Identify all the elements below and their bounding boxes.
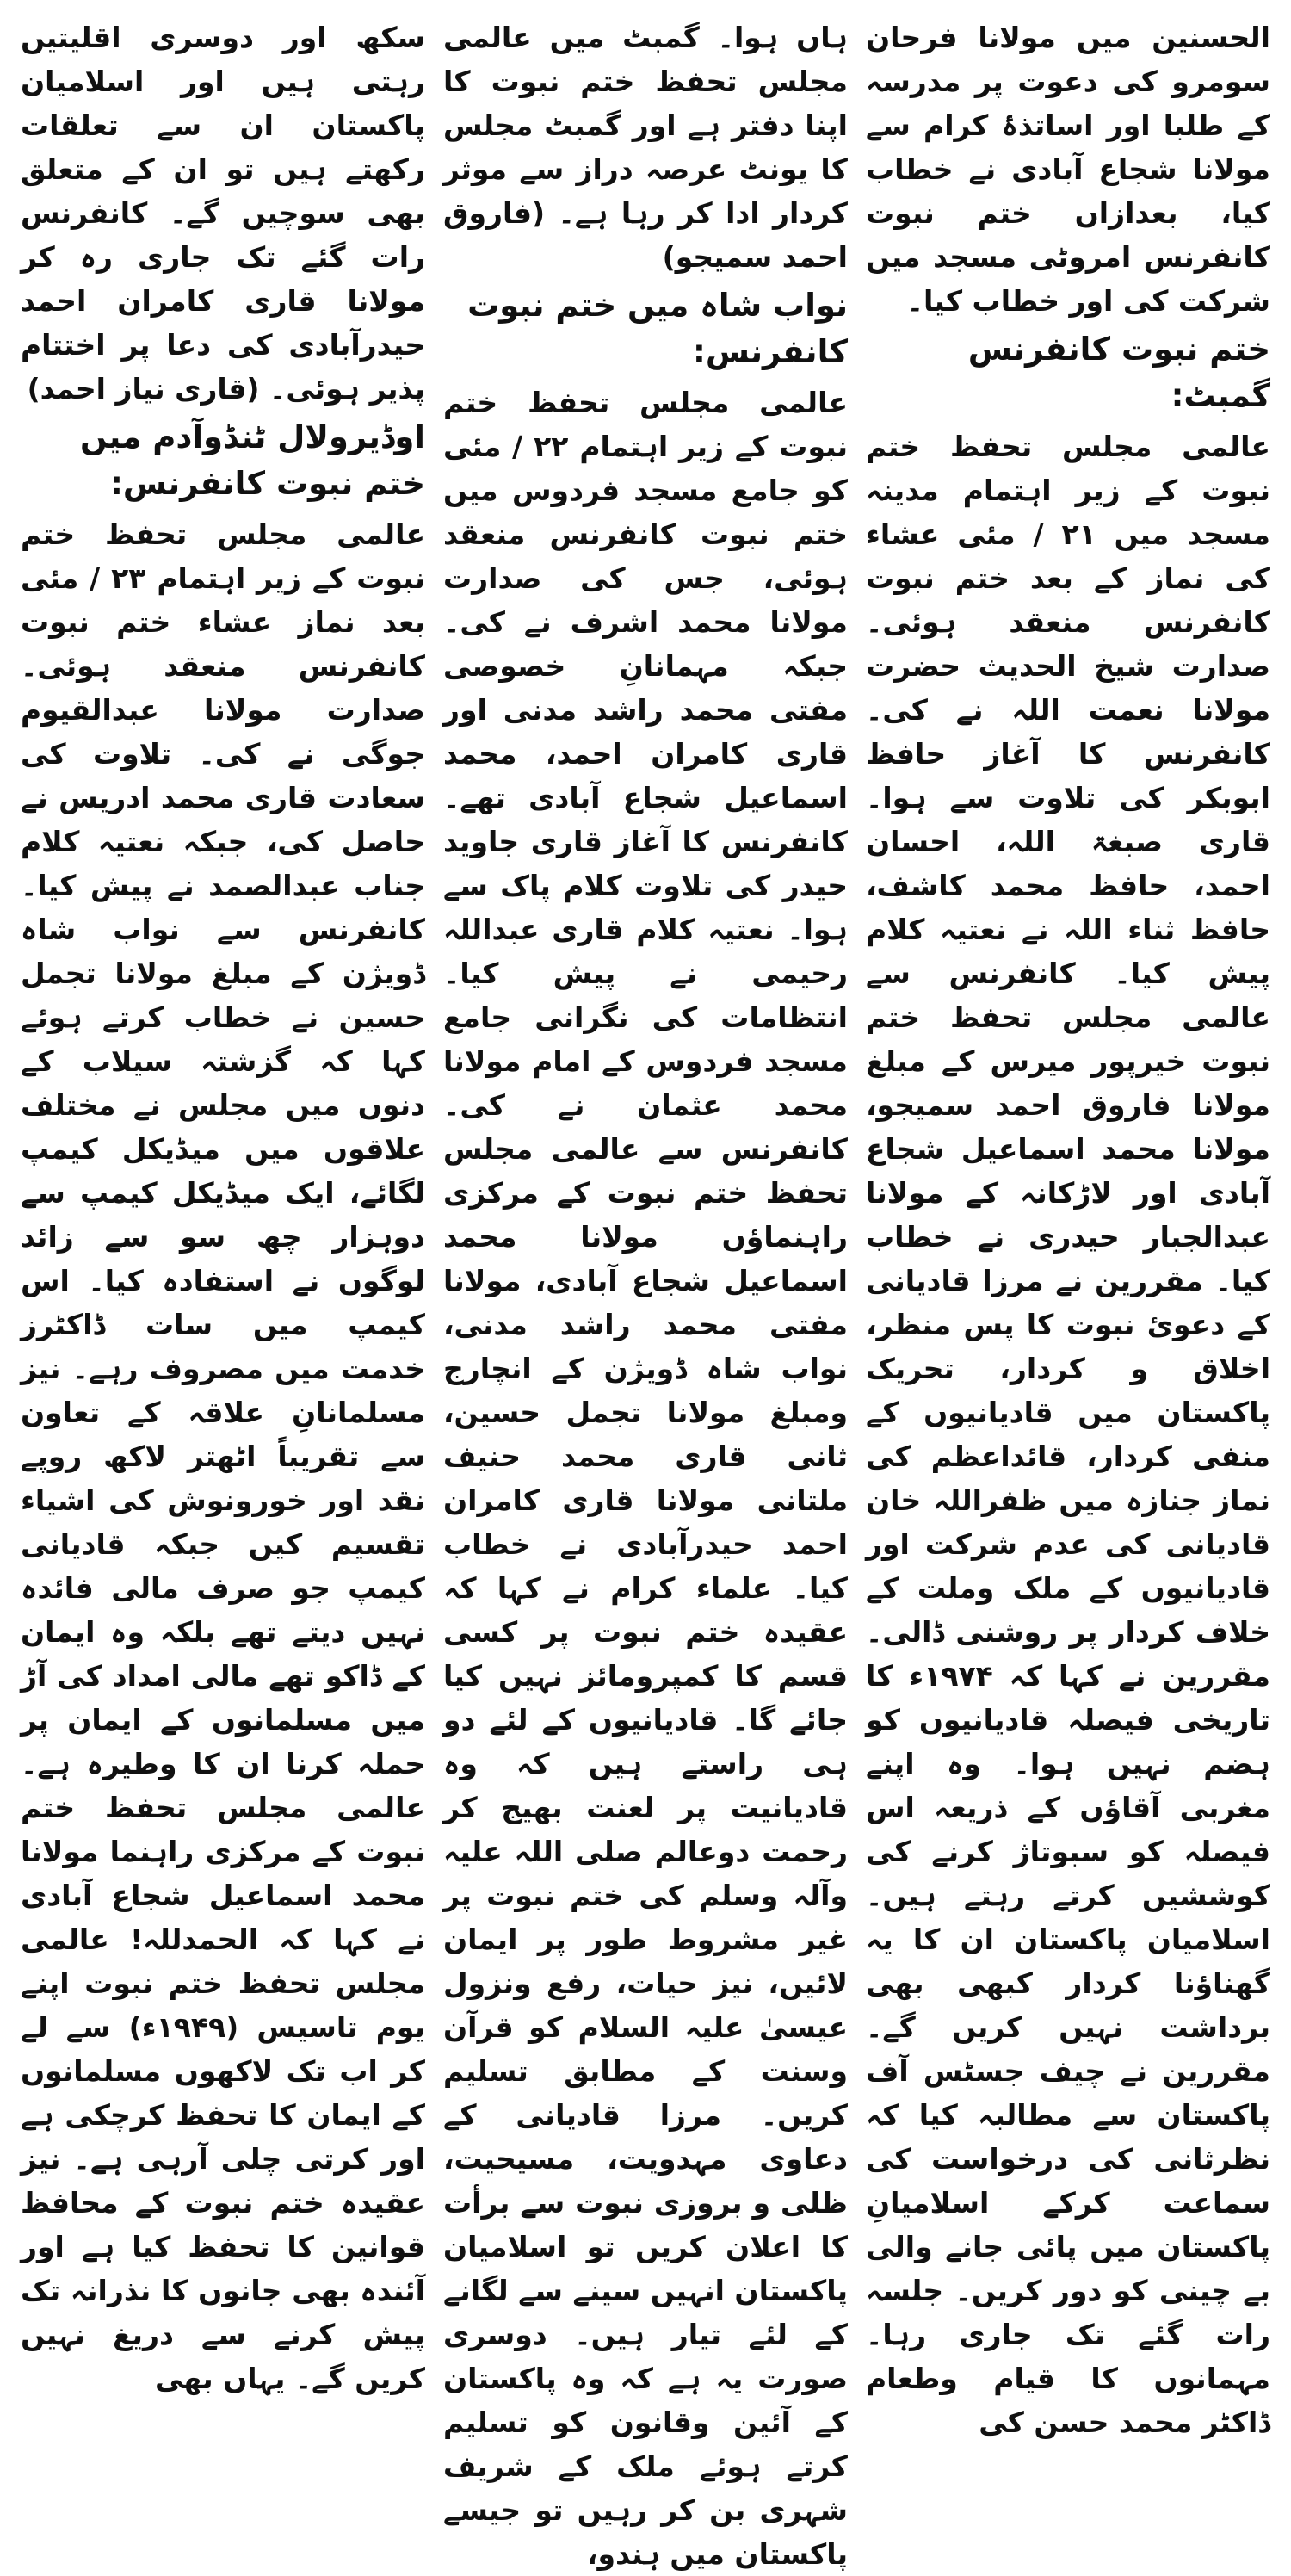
paragraph: عالمی مجلس تحفظ ختم نبوت کے زیر اہتمام مدینہ مسجد میں ۲۱ / مئی عشاء کی نماز کے بعد ختم نبوت کانفرنس منعقد ہوئی۔ صدارت شیخ الحدیث حضرت مولانا نعمت اللہ نے کی۔ کانفرنس کا آغاز حافظ ابوبکر کی تلاوت سے ہوا۔ قاری صبغۃ اللہ، احسان احمد، حافظ محمد کاشف، حافظ ثناء اللہ نے نعتیہ کلام پیش کیا۔ کانفرنس سے عالمی مجلس تحفظ ختم نبوت خیرپور میرس کے مبلغ مولانا فاروق احمد سمیجو، مولانا محمد اسماعیل شجاع آبادی اور لاڑکانہ کے مولانا عبدالجبار حیدری نے خطاب کیا۔ مقررین نے مرزا قادیانی کے دعوئ نبوت کا پس منظر، اخلاق و کردار، تحریک پاکستان میں قادیانیوں کے منفی کردار، قائداعظم کی نماز جنازہ میں ظفراللہ خان قادیانی کی عدم شرکت اور قادیانیوں کے ملک وملت کے خلاف کردار پر روشنی ڈالی۔ مقررین نے کہا کہ ۱۹۷۴ء کا تاریخی فیصلہ قادیانیوں کو ہضم نہیں ہوا۔ وہ اپنے مغربی آقاؤں کے ذریعہ اس فیصلہ کو سبوتاژ کرنے کی کوششیں کرتے رہتے ہیں۔ اسلامیان پاکستان ان کا یہ گھناؤنا کردار کبھی بھی برداشت نہیں کریں گے۔ مقررین نے چیف جسٹس آف پاکستان سے مطالبہ کیا کہ نظرثانی کی درخواست کی سماعت کرکے اسلامیانِ پاکستان میں پائی جانے والی بے چینی کو دور کریں۔ جلسہ رات گئے تک جاری رہا۔ مہمانوں کا قیام وطعام ڈاکٹر محمد حسن کی <box>866 430 1270 2439</box>
column-right <box>866 15 1270 2439</box>
column-left <box>21 15 425 2395</box>
paragraph: عالمی مجلس تحفظ ختم نبوت کے زیر اہتمام ۲۲ / مئی کو جامع مسجد فردوس میں ختم نبوت کانفرنس منعقد ہوئی، جس کی صدارت مولانا محمد اشرف نے کی۔ جبکہ مہمانانِ خصوصی مفتی محمد راشد مدنی اور قاری کامران احمد، محمد اسماعیل شجاع آبادی تھے۔ کانفرنس کا آغاز قاری جاوید حیدر کی تلاوت کلام پاک سے ہوا۔ نعتیہ کلام قاری عبداللہ رحیمی نے پیش کیا۔ انتظامات کی نگرانی جامع مسجد فردوس کے امام مولانا محمد عثمان نے کی۔ کانفرنس سے عالمی مجلس تحفظ ختم نبوت کے مرکزی راہنماؤں مولانا محمد اسماعیل شجاع آبادی، مولانا مفتی محمد راشد مدنی، نواب شاہ ڈویژن کے انچارج ومبلغ مولانا تجمل حسین، ثانی قاری محمد حنیف ملتانی مولانا قاری کامران احمد حیدرآبادی نے خطاب کیا۔ علماء کرام نے کہا کہ عقیدہ ختم نبوت پر کسی قسم کا کمپرومائز نہیں کیا جائے گا۔ قادیانیوں کے لئے دو ہی راستے ہیں کہ وہ قادیانیت پر لعنت بھیج کر رحمت دوعالم صلی اللہ علیہ وآلہ وسلم کی ختم نبوت پر غیر مشروط طور پر ایمان لائیں، نیز حیات، رفع ونزول عیسیٰ علیہ السلام کو قرآن وسنت کے مطابق تسلیم کریں۔ مرزا قادیانی کے دعاوی مہدویت، مسیحیت، ظلی و بروزی نبوت سے برأت کا اعلان کریں تو اسلامیان پاکستان انہیں سینے سے لگانے کے لئے تیار ہیں۔ دوسری صورت یہ ہے کہ وہ پاکستان کے آئین وقانون کو تسلیم کرتے ہوئے ملک کے شریف شہری بن کر رہیں تو جیسے پاکستان میں ہندو، <box>443 386 848 2571</box>
paragraph: ہاں ہوا۔ گمبٹ میں عالمی مجلس تحفظ ختم نبوت کا اپنا دفتر ہے اور گمبٹ مجلس کا یونٹ عرصہ دراز سے موثر کردار ادا کر رہا ہے۔ (فاروق احمد سمیجو) <box>443 21 848 274</box>
paragraph: عالمی مجلس تحفظ ختم نبوت کے زیر اہتمام ۲۳ / مئی بعد نماز عشاء ختم نبوت کانفرنس منعقد ہوئی۔ صدارت مولانا عبدالقیوم جوگی نے کی۔ تلاوت کی سعادت قاری محمد ادریس نے حاصل کی، جبکہ نعتیہ کلام جناب عبدالصمد نے پیش کیا۔ کانفرنس سے نواب شاہ ڈویژن کے مبلغ مولانا تجمل حسین نے خطاب کرتے ہوئے کہا کہ گزشتہ سیلاب کے دنوں میں مجلس نے مختلف علاقوں میں میڈیکل کیمپ لگائے، ایک میڈیکل کیمپ سے دوہزار چھ سو سے زائد لوگوں نے استفادہ کیا۔ اس کیمپ میں سات ڈاکٹرز خدمت میں مصروف رہے۔ نیز مسلمانانِ علاقہ کے تعاون سے تقریباً اٹھتر لاکھ روپے نقد اور خورونوش کی اشیاء تقسیم کیں جبکہ قادیانی کیمپ جو صرف مالی فائدہ نہیں دیتے تھے بلکہ وہ ایمان کے ڈاکو تھے مالی امداد کی آڑ میں مسلمانوں کے ایمان پر حملہ کرنا ان کا وطیرہ ہے۔ عالمی مجلس تحفظ ختم نبوت کے مرکزی راہنما مولانا محمد اسماعیل شجاع آبادی نے کہا کہ الحمدللہ! عالمی مجلس تحفظ ختم نبوت اپنے یوم تاسیس (۱۹۴۹ء) سے لے کر اب تک لاکھوں مسلمانوں کے ایمان کا تحفظ کرچکی ہے اور کرتی چلی آرہی ہے۔ نیز عقیدہ ختم نبوت کے محافظ قوانین کا تحفظ کیا ہے اور آئندہ بھی جانوں کا نذرانہ تک پیش کرنے سے دریغ نہیں کریں گے۔ یہاں بھی <box>21 517 425 2395</box>
column-middle <box>443 15 848 2571</box>
section-heading-gambat: ختم نبوت کانفرنس گمبٹ: <box>967 331 1270 414</box>
paragraph: سکھ اور دوسری اقلیتیں رہتی ہیں اور اسلامیان پاکستان ان سے تعلقات رکھتے ہیں تو ان کے متعلق بھی سوچیں گے۔ کانفرنس رات گئے تک جاری رہ کر مولانا قاری کامران احمد حیدرآبادی کی دعا پر اختتام پذیر ہوئی۔ (قاری نیاز احمد) <box>21 21 425 406</box>
section-heading-oderolal: اوڈیرولال ٹنڈوآدم میں ختم نبوت کانفرنس: <box>80 418 425 502</box>
paragraph: الحسنین میں مولانا فرحان سومرو کی دعوت پر مدرسہ کے طلبا اور اساتذۂ کرام سے مولانا شجاع آبادی نے خطاب کیا، بعدازاں ختم نبوت کانفرنس امروٹی مسجد میں شرکت کی اور خطاب کیا۔ <box>866 21 1270 318</box>
section-heading-nawabshah: نواب شاہ میں ختم نبوت کانفرنس: <box>467 287 848 370</box>
